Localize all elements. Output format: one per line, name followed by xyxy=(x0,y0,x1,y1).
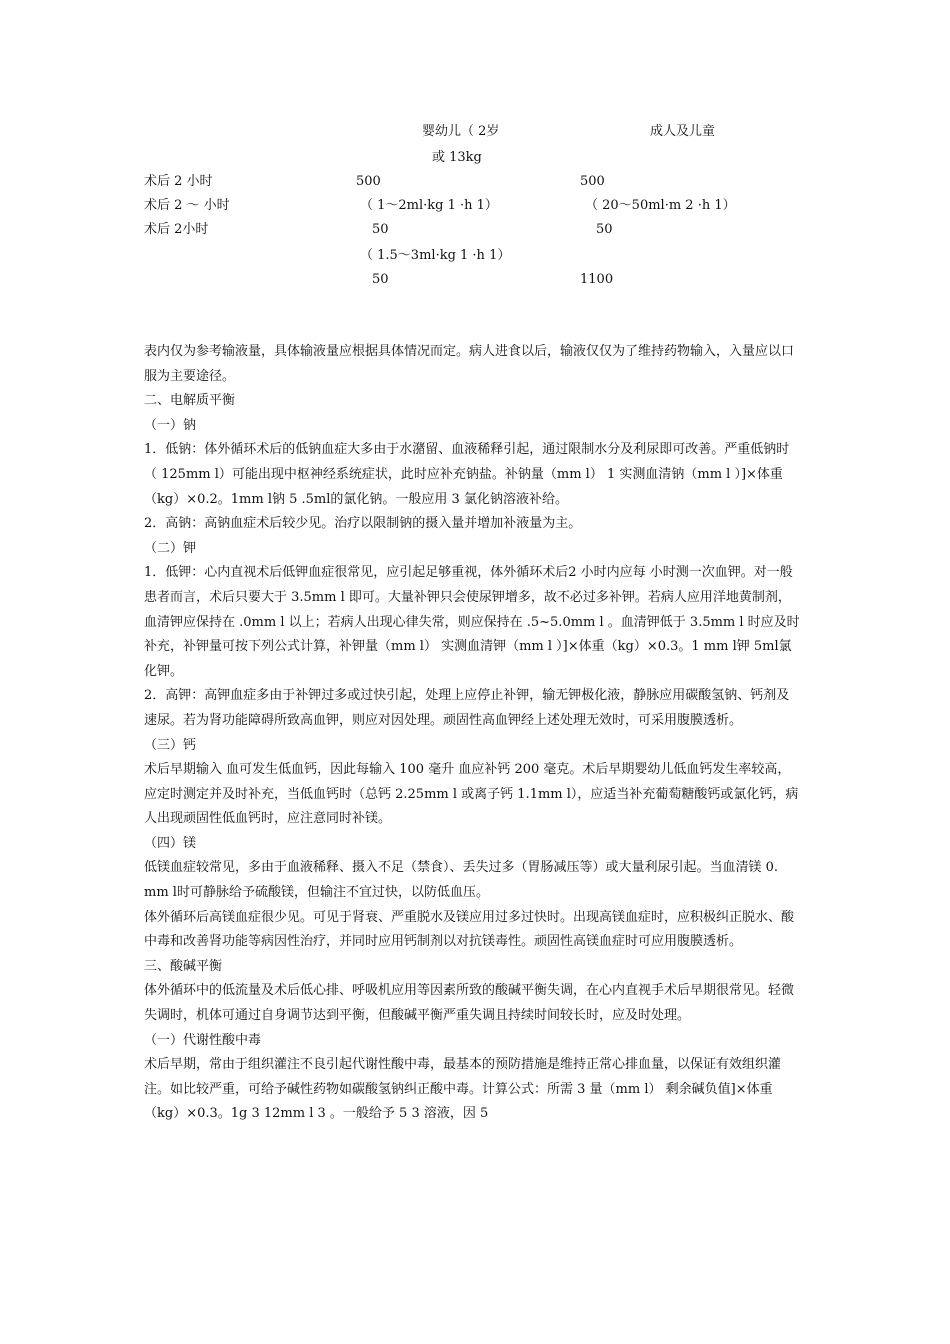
subheading-calcium: （三）钙 xyxy=(144,737,197,753)
table-cell-infant: 50 xyxy=(372,222,389,237)
table-row-label: 术后 2 ～ 小时 xyxy=(144,198,230,213)
table-note-paragraph: 表内仅为参考输液量，具体输液量应根据具体情况而定。病人进食以后，输液仅仅为了维持药物输入，入量应以口服为主要途径。 xyxy=(144,344,795,384)
table-cell-adult: （ 20～50ml·m 2 ·h 1） xyxy=(585,198,736,213)
table-row-label: 术后 2 小时 xyxy=(144,174,213,189)
subheading-potassium: （二）钾 xyxy=(144,540,197,556)
table-cell-infant: 50 xyxy=(372,272,389,287)
paragraph-hypomagnesemia: 低镁血症较常见，多由于血液稀释、摄入不足（禁食）、丢失过多（胃肠减压等）或大量利尿引起。当血清镁 0. mm l时可静脉给予硫酸镁，但输注不宜过快，以防低血压。 xyxy=(144,860,779,901)
paragraph-hypermagnesemia: 体外循环后高镁血症很少见。可见于肾衰、严重脱水及镁应用过多过快时。出现高镁血症时，应积极纠正脱水、酸中毒和改善肾功能等病因性治疗，并同时应用钙制剂以对抗镁毒性。顽固性高镁血症时可应用腹膜透析。 xyxy=(144,909,795,950)
table-cell-infant: 500 xyxy=(356,174,381,189)
table-header-infant-line1: 婴幼儿（ 2岁 xyxy=(422,124,500,139)
table-cell-adult: 500 xyxy=(580,174,605,189)
paragraph-metabolic-acidosis: 术后早期，常由于组织灌注不良引起代谢性酸中毒，最基本的预防措施是维持正常心排血量，以保证有效组织灌注。如比较严重，可给予碱性药物如碳酸氢钠纠正酸中毒。计算公式：所需 3 量（mm l） 剩余碱负值]×体重（kg）×0.3。1g 3 12mm l 3 。一般给予 5 3 溶液，因 5 xyxy=(144,1057,782,1122)
paragraph-acid-base: 体外循环中的低流量及术后低心排、呼吸机应用等因素所致的酸碱平衡失调，在心内直视手术后早期很常见。轻微失调时，机体可通过自身调节达到平衡，但酸碱平衡严重失调且持续时间较长时，应及时处理。 xyxy=(144,983,795,1024)
table-cell-adult: 1100 xyxy=(580,272,614,287)
subheading-sodium: （一）钠 xyxy=(144,417,197,433)
table-cell-infant: （ 1～2ml·kg 1 ·h 1） xyxy=(360,198,498,213)
table-header-adult: 成人及儿童 xyxy=(650,124,716,139)
paragraph-hypokalemia: 1．低钾：心内直视术后低钾血症很常见，应引起足够重视，体外循环术后2 小时内应每 小时测一次血钾。对一般患者而言，术后只要大于 3.5mm l 即可。大量补钾只会使尿钾增多，故不必过多补钾。若病人应用洋地黄制剂，血清钾应保持在 .0mm l 以上；若病人出现心律失常，则应保持在 .5~5.0mm l 。血清钾低于 3.5mm l 时应及时补充，补钾量可按下列公式计算，补钾量（mm l） 实测血清钾（mm l ）]×体重（kg）×0.3。1 mm l钾 5ml氯化钾。 xyxy=(144,565,800,679)
table-cell-infant: （ 1.5～3ml·kg 1 ·h 1） xyxy=(360,248,511,263)
section-heading-electrolyte: 二、电解质平衡 xyxy=(144,393,236,409)
table-row-label: 术后 2小时 xyxy=(144,222,209,237)
paragraph-hyperkalemia: 2．高钾：高钾血症多由于补钾过多或过快引起，处理上应停止补钾，输无钾极化液，静脉应用碳酸氢钠、钙剂及速尿。若为肾功能障碍所致高血钾，则应对因处理。顽固性高血钾经上述处理无效时，可采用腹膜透析。 xyxy=(144,688,790,728)
subheading-metabolic-acidosis: （一）代谢性酸中毒 xyxy=(144,1032,262,1048)
document-body xyxy=(144,340,800,1127)
subheading-magnesium: （四）镁 xyxy=(144,835,197,851)
paragraph-hypernatremia: 2．高钠：高钠血症术后较少见。治疗以限制钠的摄入量并增加补液量为主。 xyxy=(144,516,582,532)
table-header-infant-line2: 或 13kg xyxy=(432,150,482,165)
paragraph-calcium: 术后早期输入 血可发生低血钙，因此每输入 100 毫升 血应补钙 200 毫克。术后早期婴幼儿低血钙发生率较高，应定时测定并及时补充，当低血钙时（总钙 2.25mm l 或离子钙 1.1mm l），应适当补充葡萄糖酸钙或氯化钙，病人出现顽固性低血钙时，应注意同时补镁。 xyxy=(144,762,799,827)
section-heading-acid-base: 三、酸碱平衡 xyxy=(144,958,223,974)
paragraph-hyponatremia: 1．低钠：体外循环术后的低钠血症大多由于水潴留、血液稀释引起，通过限制水分及利尿即可改善。严重低钠时（ 125mm l）可能出现中枢神经系统症状，此时应补充钠盐。补钠量（mm l） 1 实测血清钠（mm l ）]×体重（kg）×0.2。1mm l钠 5 .5ml的氯化钠。一般应用 3 氯化钠溶液补给。 xyxy=(144,442,790,507)
table-cell-adult: 50 xyxy=(596,222,613,237)
